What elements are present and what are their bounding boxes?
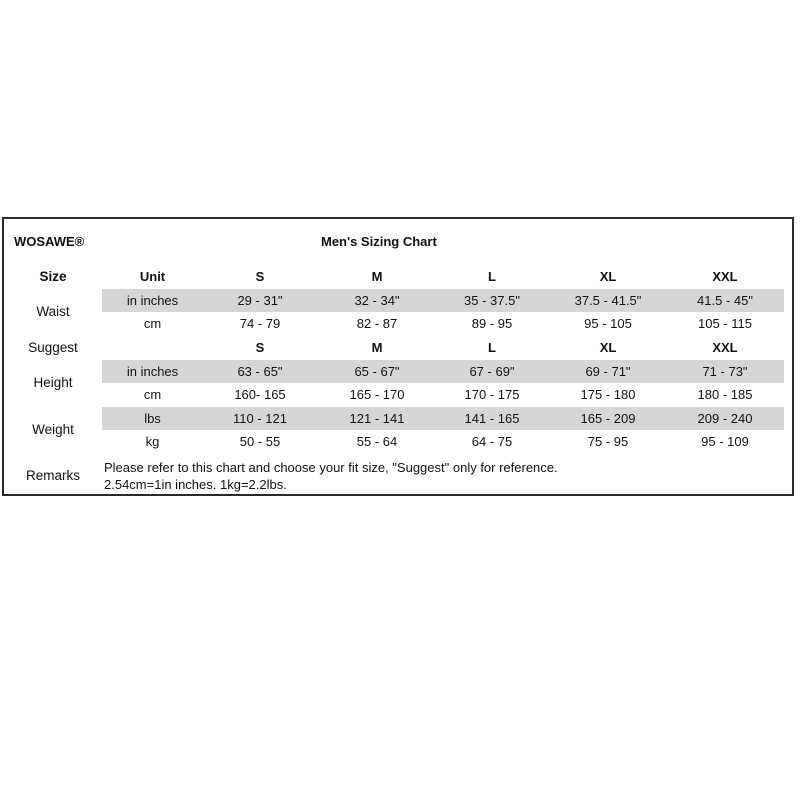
value-cell: 63 - 65" (237, 364, 283, 379)
suggest-size-m: M (371, 340, 383, 355)
unit-cell: lbs (144, 411, 161, 426)
table-row (4, 360, 792, 383)
header-row (4, 265, 792, 288)
suggest-size-s: S (255, 340, 265, 355)
value-cell: 121 - 141 (349, 411, 405, 426)
height-label: Height (33, 375, 73, 390)
value-cell: 95 - 105 (584, 316, 632, 331)
size-l-header: L (488, 269, 496, 284)
value-cell: 41.5 - 45" (697, 293, 753, 308)
table-row (4, 407, 792, 430)
unit-cell: cm (143, 316, 162, 331)
value-cell: 141 - 165 (464, 411, 520, 426)
size-xxl-header: XXL (712, 269, 738, 284)
value-cell: 110 - 121 (233, 411, 287, 426)
suggest-size-xl: XL (599, 340, 617, 355)
unit-cell: in inches (126, 364, 179, 379)
value-cell: 55 - 64 (356, 434, 398, 449)
value-cell: 160- 165 (234, 387, 286, 402)
unit-cell: in inches (126, 293, 179, 308)
value-cell: 95 - 109 (701, 434, 749, 449)
remarks-text (104, 459, 558, 493)
suggest-size-xxl: XXL (712, 340, 738, 355)
value-cell: 105 - 115 (698, 316, 752, 331)
table-row (4, 383, 792, 406)
value-cell: 82 - 87 (356, 316, 398, 331)
waist-label: Waist (36, 304, 70, 319)
value-cell: 175 - 180 (580, 387, 636, 402)
value-cell: 64 - 75 (471, 434, 513, 449)
value-cell: 29 - 31" (237, 293, 283, 308)
value-cell: 65 - 67" (354, 364, 400, 379)
value-cell: 75 - 95 (587, 434, 629, 449)
value-cell: 165 - 170 (349, 387, 405, 402)
weight-label: Weight (32, 422, 74, 437)
value-cell: 71 - 73" (702, 364, 748, 379)
size-s-header: S (255, 269, 265, 284)
value-cell: 50 - 55 (239, 434, 281, 449)
value-cell: 165 - 209 (580, 411, 636, 426)
value-cell: 35 - 37.5" (464, 293, 520, 308)
unit-header: Unit (139, 269, 166, 284)
size-xl-header: XL (599, 269, 617, 284)
suggest-row (4, 336, 792, 359)
remarks-line-1: Please refer to this chart and choose your fit size, "Suggest" only for reference. (104, 460, 558, 475)
unit-cell: cm (143, 387, 162, 402)
value-cell: 67 - 69" (469, 364, 515, 379)
suggest-size-l: L (488, 340, 496, 355)
chart-title: Men's Sizing Chart (321, 234, 437, 249)
table-row (4, 312, 792, 335)
suggest-label: Suggest (28, 340, 78, 355)
size-header: Size (39, 269, 67, 284)
value-cell: 170 - 175 (464, 387, 520, 402)
brand-name: WOSAWE® (14, 234, 85, 249)
value-cell: 32 - 34" (354, 293, 400, 308)
value-cell: 69 - 71" (585, 364, 631, 379)
table-row (4, 430, 792, 453)
value-cell: 37.5 - 41.5" (574, 293, 642, 308)
remarks-label: Remarks (25, 468, 80, 483)
value-cell: 89 - 95 (471, 316, 513, 331)
sizing-chart (2, 217, 794, 496)
value-cell: 74 - 79 (239, 316, 281, 331)
remarks-line-2: 2.54cm=1in inches. 1kg=2.2lbs. (104, 477, 287, 492)
size-m-header: M (371, 269, 383, 284)
table-row (4, 289, 792, 312)
unit-cell: kg (145, 434, 160, 449)
value-cell: 209 - 240 (697, 411, 753, 426)
value-cell: 180 - 185 (697, 387, 753, 402)
